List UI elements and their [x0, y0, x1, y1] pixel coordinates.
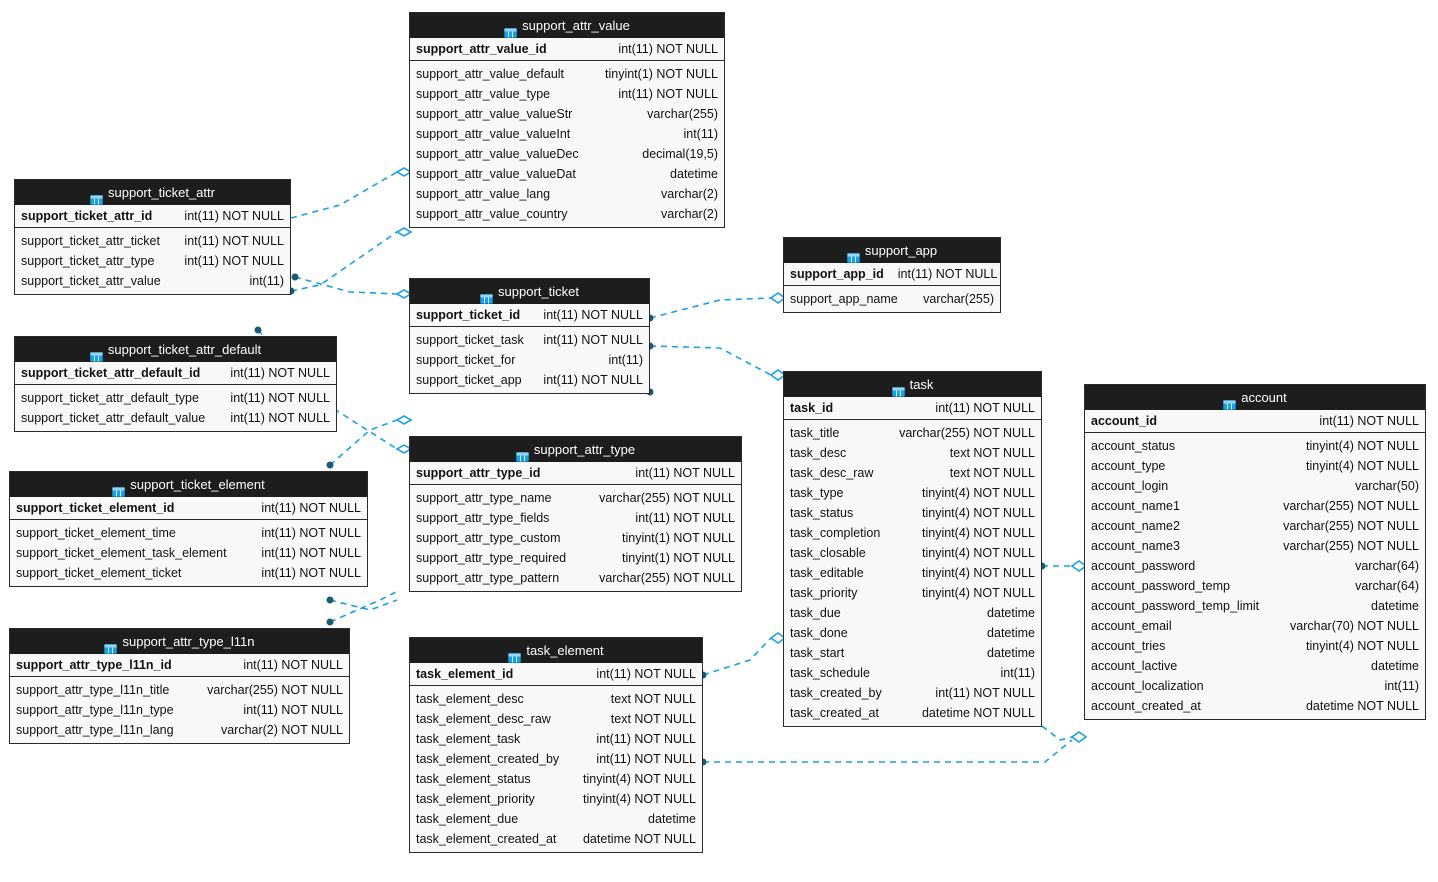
primary-key-row: [410, 38, 724, 61]
attribute-list: [410, 327, 649, 393]
column-name: account_name3: [1091, 539, 1180, 553]
attribute-row: [410, 829, 702, 849]
attribute-row: [784, 663, 1041, 683]
attribute-row: [784, 543, 1041, 563]
attribute-row: [1085, 596, 1425, 616]
entity-task[interactable]: [783, 371, 1042, 727]
column-type: decimal(19,5): [642, 147, 718, 161]
database-table-icon: [508, 646, 521, 656]
attribute-row: [784, 703, 1041, 723]
column-name: support_ticket_task: [416, 333, 524, 347]
column-type: tinyint(1) NOT NULL: [605, 67, 718, 81]
entity-header: [1085, 385, 1425, 410]
attribute-row: [15, 251, 290, 271]
attribute-list: [10, 677, 349, 743]
column-name: task_completion: [790, 526, 881, 540]
entity-title: support_ticket_attr_default: [107, 342, 262, 357]
column-type: int(11) NOT NULL: [935, 401, 1035, 415]
attribute-row: [10, 680, 349, 700]
attribute-row: [410, 164, 724, 184]
column-name: task_schedule: [790, 666, 870, 680]
column-type: varchar(255): [647, 107, 718, 121]
column-type: tinyint(4) NOT NULL: [583, 792, 696, 806]
attribute-row: [410, 488, 741, 508]
column-type: tinyint(4) NOT NULL: [1306, 459, 1419, 473]
attribute-row: [1085, 696, 1425, 716]
column-name: support_ticket_for: [416, 353, 516, 367]
column-type: int(11) NOT NULL: [184, 209, 284, 223]
column-type: varchar(255) NOT NULL: [899, 426, 1035, 440]
column-type: tinyint(4) NOT NULL: [1306, 639, 1419, 653]
attribute-row: [1085, 456, 1425, 476]
entity-header: [15, 180, 290, 205]
column-name: task_element_created_at: [416, 832, 557, 846]
entity-title: support_ticket_attr: [108, 185, 215, 200]
attribute-row: [10, 720, 349, 740]
column-name: support_attr_value_id: [416, 42, 547, 56]
column-type: varchar(70) NOT NULL: [1290, 619, 1419, 633]
column-name: support_attr_value_valueDat: [416, 167, 576, 181]
column-type: int(11): [1384, 679, 1419, 693]
column-name: support_ticket_attr_id: [21, 209, 153, 223]
column-name: task_element_status: [416, 772, 531, 786]
column-name: task_element_id: [416, 667, 514, 681]
attribute-row: [1085, 636, 1425, 656]
attribute-row: [784, 503, 1041, 523]
attribute-list: [784, 420, 1041, 726]
column-type: text NOT NULL: [949, 466, 1035, 480]
column-type: int(11) NOT NULL: [635, 511, 735, 525]
attribute-row: [784, 643, 1041, 663]
primary-key-row: [10, 497, 367, 520]
column-type: int(11): [1000, 666, 1035, 680]
entity-title: account: [1241, 390, 1287, 405]
column-name: task_editable: [790, 566, 864, 580]
attribute-row: [410, 124, 724, 144]
database-table-icon: [847, 246, 860, 256]
column-type: varchar(255) NOT NULL: [1283, 499, 1419, 513]
column-type: int(11) NOT NULL: [596, 667, 696, 681]
attribute-row: [15, 231, 290, 251]
column-type: tinyint(1) NOT NULL: [622, 531, 735, 545]
attribute-row: [1085, 556, 1425, 576]
database-table-icon: [504, 21, 517, 31]
column-name: support_ticket_attr_ticket: [21, 234, 160, 248]
column-name: account_name2: [1091, 519, 1180, 533]
column-type: varchar(2): [661, 187, 718, 201]
column-type: tinyint(4) NOT NULL: [922, 486, 1035, 500]
column-name: support_ticket_element_task_element: [16, 546, 227, 560]
column-type: datetime NOT NULL: [921, 706, 1035, 720]
column-type: datetime NOT NULL: [1305, 699, 1419, 713]
column-type: datetime: [1371, 659, 1419, 673]
attribute-row: [15, 388, 336, 408]
column-type: int(11): [249, 274, 284, 288]
attribute-row: [10, 563, 367, 583]
attribute-row: [410, 144, 724, 164]
attribute-row: [1085, 616, 1425, 636]
column-name: task_element_created_by: [416, 752, 560, 766]
column-name: account_created_at: [1091, 699, 1201, 713]
column-name: task_done: [790, 626, 848, 640]
database-table-icon: [90, 188, 103, 198]
column-name: task_element_desc_raw: [416, 712, 551, 726]
column-type: int(11) NOT NULL: [543, 333, 643, 347]
attribute-row: [15, 271, 290, 291]
column-type: int(11) NOT NULL: [635, 466, 735, 480]
column-name: support_ticket_element_time: [16, 526, 176, 540]
column-name: support_attr_value_valueInt: [416, 127, 571, 141]
entity-support_attr_value[interactable]: [409, 12, 725, 228]
attribute-row: [1085, 676, 1425, 696]
entity-title: support_ticket_element: [130, 477, 265, 492]
attribute-row: [410, 689, 702, 709]
column-name: account_password: [1091, 559, 1196, 573]
attribute-row: [10, 523, 367, 543]
attribute-row: [10, 700, 349, 720]
column-type: int(11) NOT NULL: [243, 658, 343, 672]
column-type: int(11) NOT NULL: [243, 703, 343, 717]
entity-header: [784, 238, 1000, 263]
attribute-row: [410, 204, 724, 224]
attribute-row: [410, 729, 702, 749]
attribute-row: [1085, 656, 1425, 676]
column-name: task_created_by: [790, 686, 882, 700]
column-type: int(11) NOT NULL: [261, 566, 361, 580]
column-name: support_ticket_element_id: [16, 501, 175, 515]
entity-support_ticket[interactable]: [409, 278, 650, 394]
column-name: account_status: [1091, 439, 1176, 453]
column-type: varchar(255) NOT NULL: [1283, 539, 1419, 553]
attribute-row: [1085, 516, 1425, 536]
attribute-row: [784, 289, 1000, 309]
column-name: task_element_desc: [416, 692, 524, 706]
column-type: datetime: [987, 626, 1035, 640]
attribute-list: [784, 286, 1000, 312]
column-type: int(11) NOT NULL: [261, 546, 361, 560]
column-type: text NOT NULL: [949, 446, 1035, 460]
column-name: account_login: [1091, 479, 1169, 493]
column-type: tinyint(4) NOT NULL: [1306, 439, 1419, 453]
column-name: support_attr_value_valueStr: [416, 107, 573, 121]
column-type: text NOT NULL: [610, 712, 696, 726]
column-name: support_ticket_attr_value: [21, 274, 161, 288]
primary-key-row: [10, 654, 349, 677]
attribute-row: [410, 104, 724, 124]
attribute-list: [15, 228, 290, 294]
database-table-icon: [90, 345, 103, 355]
primary-key-row: [410, 304, 649, 327]
column-name: support_attr_type_pattern: [416, 571, 560, 585]
column-type: datetime: [987, 646, 1035, 660]
column-type: int(11) NOT NULL: [184, 254, 284, 268]
column-type: int(11) NOT NULL: [596, 752, 696, 766]
database-table-icon: [480, 287, 493, 297]
column-type: int(11) NOT NULL: [261, 501, 361, 515]
column-name: task_desc_raw: [790, 466, 874, 480]
column-type: tinyint(4) NOT NULL: [922, 526, 1035, 540]
entity-support_attr_type_l11n[interactable]: [9, 628, 350, 744]
attribute-row: [410, 528, 741, 548]
column-name: task_due: [790, 606, 841, 620]
column-name: support_attr_type_fields: [416, 511, 550, 525]
column-name: task_desc: [790, 446, 847, 460]
column-name: support_attr_type_l11n_title: [16, 683, 170, 697]
column-type: datetime: [1371, 599, 1419, 613]
attribute-row: [15, 408, 336, 428]
column-name: account_tries: [1091, 639, 1166, 653]
column-name: support_attr_value_valueDec: [416, 147, 579, 161]
column-name: support_attr_type_id: [416, 466, 541, 480]
primary-key-row: [1085, 410, 1425, 433]
database-table-icon: [104, 637, 117, 647]
column-type: int(11) NOT NULL: [618, 87, 718, 101]
column-type: datetime: [648, 812, 696, 826]
primary-key-row: [410, 663, 702, 686]
attribute-list: [410, 686, 702, 852]
column-type: varchar(2): [661, 207, 718, 221]
column-type: varchar(255) NOT NULL: [207, 683, 343, 697]
column-type: int(11) NOT NULL: [230, 411, 330, 425]
attribute-list: [10, 520, 367, 586]
column-name: task_closable: [790, 546, 866, 560]
column-type: int(11) NOT NULL: [543, 373, 643, 387]
column-name: support_attr_value_country: [416, 207, 568, 221]
column-name: support_attr_value_lang: [416, 187, 551, 201]
column-name: support_attr_type_l11n_type: [16, 703, 174, 717]
column-type: int(11) NOT NULL: [184, 234, 284, 248]
column-name: task_title: [790, 426, 840, 440]
column-type: datetime NOT NULL: [582, 832, 696, 846]
entity-title: support_attr_value: [522, 18, 630, 33]
entity-header: [410, 279, 649, 304]
column-type: varchar(255) NOT NULL: [599, 491, 735, 505]
primary-key-row: [15, 205, 290, 228]
column-name: support_attr_type_name: [416, 491, 552, 505]
attribute-row: [784, 523, 1041, 543]
column-type: varchar(64): [1355, 579, 1419, 593]
column-name: support_attr_type_required: [416, 551, 567, 565]
column-name: task_created_at: [790, 706, 879, 720]
attribute-row: [1085, 436, 1425, 456]
column-type: tinyint(4) NOT NULL: [922, 566, 1035, 580]
entity-header: [10, 629, 349, 654]
entity-header: [410, 13, 724, 38]
column-name: support_attr_type_l11n_lang: [16, 723, 174, 737]
attribute-row: [410, 548, 741, 568]
column-name: account_localization: [1091, 679, 1204, 693]
column-type: varchar(255): [923, 292, 994, 306]
entity-account[interactable]: [1084, 384, 1426, 720]
attribute-row: [410, 64, 724, 84]
entity-support_ticket_attr_default[interactable]: [14, 336, 337, 432]
column-type: varchar(2) NOT NULL: [220, 723, 343, 737]
column-name: account_password_temp: [1091, 579, 1230, 593]
column-type: int(11): [608, 353, 643, 367]
entity-task_element[interactable]: [409, 637, 703, 853]
column-name: support_attr_value_default: [416, 67, 565, 81]
column-name: support_ticket_attr_type: [21, 254, 155, 268]
column-type: datetime: [670, 167, 718, 181]
attribute-row: [784, 463, 1041, 483]
attribute-row: [1085, 576, 1425, 596]
attribute-row: [410, 370, 649, 390]
column-type: tinyint(4) NOT NULL: [922, 546, 1035, 560]
attribute-row: [1085, 476, 1425, 496]
column-type: tinyint(4) NOT NULL: [583, 772, 696, 786]
column-name: support_ticket_id: [416, 308, 521, 322]
entity-title: task_element: [526, 643, 604, 658]
database-table-icon: [516, 445, 529, 455]
column-type: int(11): [683, 127, 718, 141]
column-name: task_priority: [790, 586, 858, 600]
column-name: support_attr_type_l11n_id: [16, 658, 172, 672]
column-type: tinyint(4) NOT NULL: [922, 586, 1035, 600]
primary-key-row: [410, 462, 741, 485]
attribute-row: [410, 350, 649, 370]
primary-key-row: [784, 397, 1041, 420]
attribute-row: [10, 543, 367, 563]
attribute-row: [410, 84, 724, 104]
attribute-row: [784, 563, 1041, 583]
column-name: task_element_priority: [416, 792, 535, 806]
column-name: task_element_task: [416, 732, 521, 746]
entity-title: support_ticket: [498, 284, 579, 299]
attribute-list: [410, 485, 741, 591]
attribute-row: [410, 809, 702, 829]
database-table-icon: [892, 380, 905, 390]
column-type: tinyint(1) NOT NULL: [622, 551, 735, 565]
attribute-row: [410, 508, 741, 528]
attribute-row: [784, 583, 1041, 603]
attribute-list: [410, 61, 724, 227]
entity-support_ticket_element[interactable]: [9, 471, 368, 587]
column-name: support_app_id: [790, 267, 884, 281]
attribute-row: [784, 623, 1041, 643]
attribute-row: [784, 683, 1041, 703]
column-type: int(11) NOT NULL: [261, 526, 361, 540]
column-type: varchar(50): [1355, 479, 1419, 493]
column-type: tinyint(4) NOT NULL: [922, 506, 1035, 520]
column-type: int(11) NOT NULL: [230, 391, 330, 405]
column-type: int(11) NOT NULL: [1319, 414, 1419, 428]
entity-support_app[interactable]: [783, 237, 1001, 313]
entity-support_attr_type[interactable]: [409, 436, 742, 592]
entity-header: [410, 638, 702, 663]
database-table-icon: [1223, 393, 1236, 403]
entity-header: [410, 437, 741, 462]
column-name: support_ticket_app: [416, 373, 522, 387]
entity-title: task: [909, 377, 934, 392]
attribute-row: [410, 789, 702, 809]
column-name: support_app_name: [790, 292, 898, 306]
column-type: int(11) NOT NULL: [897, 267, 998, 281]
attribute-row: [410, 709, 702, 729]
column-name: account_id: [1091, 414, 1157, 428]
column-type: text NOT NULL: [610, 692, 696, 706]
attribute-row: [784, 483, 1041, 503]
attribute-list: [1085, 433, 1425, 719]
attribute-row: [410, 749, 702, 769]
attribute-row: [410, 330, 649, 350]
column-name: account_type: [1091, 459, 1166, 473]
column-type: int(11) NOT NULL: [596, 732, 696, 746]
attribute-list: [15, 385, 336, 431]
primary-key-row: [15, 362, 336, 385]
column-name: account_password_temp_limit: [1091, 599, 1260, 613]
entity-header: [15, 337, 336, 362]
entity-support_ticket_attr[interactable]: [14, 179, 291, 295]
column-type: int(11) NOT NULL: [618, 42, 718, 56]
column-type: int(11) NOT NULL: [935, 686, 1035, 700]
column-name: support_ticket_attr_default_value: [21, 411, 206, 425]
attribute-row: [784, 443, 1041, 463]
column-type: varchar(64): [1355, 559, 1419, 573]
column-name: task_type: [790, 486, 844, 500]
column-name: task_id: [790, 401, 834, 415]
column-name: account_name1: [1091, 499, 1180, 513]
column-type: int(11) NOT NULL: [543, 308, 643, 322]
attribute-row: [1085, 496, 1425, 516]
entity-header: [10, 472, 367, 497]
column-name: task_element_due: [416, 812, 519, 826]
attribute-row: [410, 184, 724, 204]
entity-title: support_attr_type_l11n: [122, 634, 255, 649]
attribute-row: [784, 603, 1041, 623]
column-type: int(11) NOT NULL: [230, 366, 330, 380]
column-type: varchar(255) NOT NULL: [599, 571, 735, 585]
column-name: support_attr_value_type: [416, 87, 551, 101]
entity-title: support_attr_type: [533, 442, 636, 457]
attribute-row: [1085, 536, 1425, 556]
attribute-row: [410, 568, 741, 588]
primary-key-row: [784, 263, 1000, 286]
column-type: datetime: [987, 606, 1035, 620]
column-type: varchar(255) NOT NULL: [1283, 519, 1419, 533]
database-table-icon: [112, 480, 125, 490]
column-name: support_ticket_attr_default_id: [21, 366, 201, 380]
column-name: task_start: [790, 646, 845, 660]
column-name: task_status: [790, 506, 854, 520]
column-name: account_lactive: [1091, 659, 1178, 673]
attribute-row: [784, 423, 1041, 443]
column-name: account_email: [1091, 619, 1172, 633]
entity-header: [784, 372, 1041, 397]
column-name: support_attr_type_custom: [416, 531, 561, 545]
column-name: support_ticket_element_ticket: [16, 566, 182, 580]
attribute-row: [410, 769, 702, 789]
entity-title: support_app: [864, 243, 938, 258]
column-name: support_ticket_attr_default_type: [21, 391, 199, 405]
